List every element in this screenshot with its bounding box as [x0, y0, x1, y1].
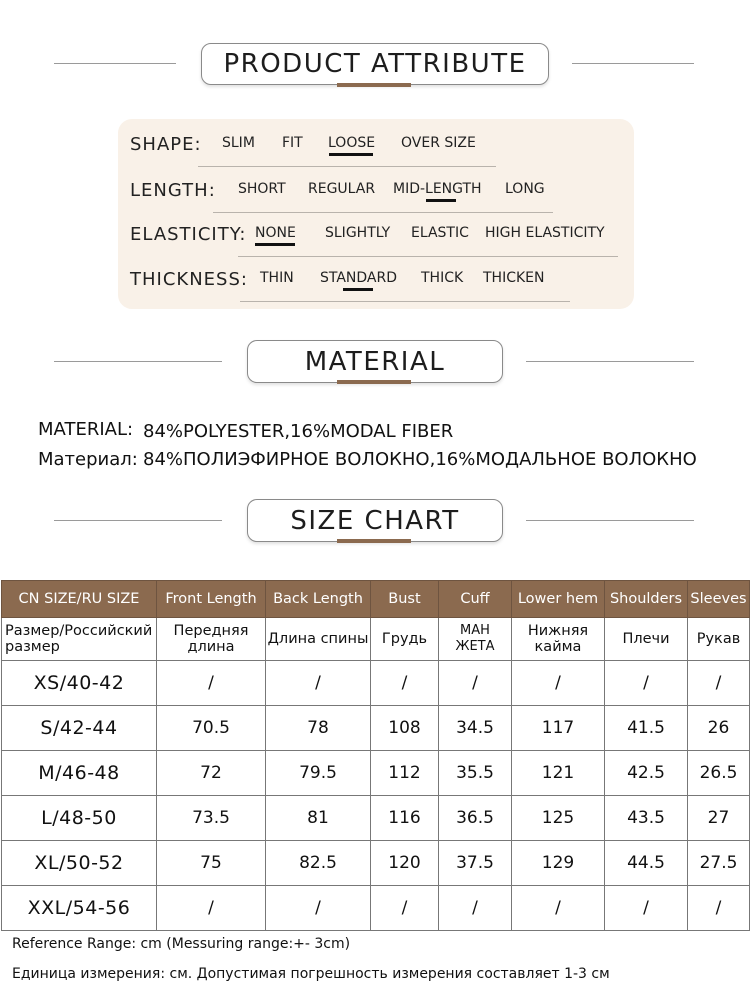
attribute-line	[198, 166, 496, 167]
material-value-ru: 84%ПОЛИЭФИРНОЕ ВОЛОКНО,16%МОДАЛЬНОЕ ВОЛОКНО	[143, 449, 697, 470]
reference-note-en: Reference Range: cm (Messuring range:+- 3cm)	[12, 936, 351, 952]
section-title-size-chart	[247, 499, 503, 542]
table-cell: 108	[371, 706, 439, 751]
column-header-ru: МАН ЖЕТА	[439, 618, 512, 661]
attribute-label: ELASTICITY:	[130, 224, 247, 245]
size-cell: L/48-50	[2, 796, 157, 841]
attribute-line	[238, 256, 618, 257]
attribute-option: LONG	[505, 181, 545, 197]
table-cell: 34.5	[439, 706, 512, 751]
attribute-line	[213, 212, 553, 213]
section-title-attribute	[201, 43, 549, 85]
column-header: Lower hem	[512, 581, 605, 618]
table-cell: 73.5	[157, 796, 266, 841]
table-cell: 44.5	[605, 841, 688, 886]
section-title-attribute-text: PRODUCT ATTRIBUTE	[223, 49, 527, 79]
table-cell: /	[157, 886, 266, 931]
column-header-ru: Размер/Российский размер	[2, 618, 157, 661]
attribute-option: STANDARD	[320, 270, 398, 286]
selected-marker	[426, 199, 456, 202]
divider-right	[526, 361, 694, 362]
table-header-row	[2, 581, 750, 618]
table-cell: 81	[266, 796, 371, 841]
attribute-option: SLIGHTLY	[325, 225, 391, 241]
table-cell: /	[371, 661, 439, 706]
table-cell: 26.5	[688, 751, 750, 796]
size-chart-table	[1, 580, 750, 931]
material-label-ru: Материал:	[38, 449, 138, 470]
attribute-label: THICKNESS:	[130, 269, 248, 290]
table-cell: /	[605, 886, 688, 931]
attribute-row-elasticity	[118, 221, 634, 261]
divider-right	[572, 63, 694, 64]
table-cell: 41.5	[605, 706, 688, 751]
selected-marker	[255, 243, 295, 246]
attribute-option: MID-LENGTH	[393, 181, 482, 197]
table-cell: /	[605, 661, 688, 706]
material-value-en: 84%POLYESTER,16%MODAL FIBER	[143, 421, 454, 442]
attribute-line	[240, 301, 570, 302]
column-header: Bust	[371, 581, 439, 618]
size-cell: XL/50-52	[2, 841, 157, 886]
table-cell: /	[439, 661, 512, 706]
size-cell: S/42-44	[2, 706, 157, 751]
attribute-label: LENGTH:	[130, 180, 216, 201]
column-header: Shoulders	[605, 581, 688, 618]
column-header-ru: Длина спины	[266, 618, 371, 661]
column-header-ru: Плечи	[605, 618, 688, 661]
attribute-option: LOOSE	[328, 135, 376, 151]
selected-marker	[343, 288, 373, 291]
reference-note-ru: Единица измерения: см. Допустимая погрешность измерения составляет 1-3 см	[12, 966, 610, 982]
column-header-ru: Рукав	[688, 618, 750, 661]
table-row	[2, 751, 750, 796]
divider-left	[54, 361, 222, 362]
attribute-option: SLIM	[222, 135, 255, 151]
column-header-ru: Нижняя кайма	[512, 618, 605, 661]
column-header: Back Length	[266, 581, 371, 618]
attribute-panel	[118, 119, 634, 309]
table-row	[2, 886, 750, 931]
title-underline	[337, 380, 411, 384]
table-cell: 129	[512, 841, 605, 886]
table-cell: /	[266, 886, 371, 931]
attribute-option: THICK	[421, 270, 464, 286]
table-cell: 27	[688, 796, 750, 841]
table-cell: 42.5	[605, 751, 688, 796]
table-cell: /	[157, 661, 266, 706]
column-header-ru: Передняя длина	[157, 618, 266, 661]
table-cell: /	[439, 886, 512, 931]
attribute-row-shape	[118, 131, 634, 171]
table-cell: 72	[157, 751, 266, 796]
divider-right	[526, 520, 694, 521]
column-header-ru: Грудь	[371, 618, 439, 661]
table-cell: 43.5	[605, 796, 688, 841]
table-cell: /	[688, 661, 750, 706]
table-cell: 117	[512, 706, 605, 751]
size-cell: XS/40-42	[2, 661, 157, 706]
title-underline	[337, 539, 411, 543]
column-header: CN SIZE/RU SIZE	[2, 581, 157, 618]
section-title-material	[247, 340, 503, 383]
column-header: Cuff	[439, 581, 512, 618]
column-header: Front Length	[157, 581, 266, 618]
table-cell: 79.5	[266, 751, 371, 796]
table-row	[2, 706, 750, 751]
table-cell: 112	[371, 751, 439, 796]
table-row	[2, 796, 750, 841]
table-cell: /	[266, 661, 371, 706]
table-cell: /	[688, 886, 750, 931]
table-cell: 120	[371, 841, 439, 886]
title-underline	[337, 83, 411, 87]
attribute-option: REGULAR	[308, 181, 376, 197]
table-cell: 82.5	[266, 841, 371, 886]
table-cell: 27.5	[688, 841, 750, 886]
table-header-row-ru	[2, 618, 750, 661]
attribute-option: OVER SIZE	[401, 135, 476, 151]
divider-left	[54, 520, 222, 521]
table-cell: 121	[512, 751, 605, 796]
attribute-option: THICKEN	[483, 270, 545, 286]
table-cell: 36.5	[439, 796, 512, 841]
attribute-option: HIGH ELASTICITY	[485, 225, 605, 241]
table-cell: 35.5	[439, 751, 512, 796]
table-cell: /	[371, 886, 439, 931]
attribute-option: THIN	[260, 270, 294, 286]
attribute-option: SHORT	[238, 181, 286, 197]
selected-marker	[329, 153, 373, 156]
table-cell: 75	[157, 841, 266, 886]
table-cell: 116	[371, 796, 439, 841]
section-title-size-chart-text: SIZE CHART	[290, 505, 460, 536]
attribute-row-thickness	[118, 266, 634, 306]
table-cell: 70.5	[157, 706, 266, 751]
table-row	[2, 661, 750, 706]
attribute-option: ELASTIC	[411, 225, 469, 241]
table-cell: 78	[266, 706, 371, 751]
divider-left	[54, 63, 176, 64]
attribute-label: SHAPE:	[130, 134, 202, 155]
table-cell: /	[512, 886, 605, 931]
material-label-en: MATERIAL:	[38, 419, 134, 440]
attribute-row-length	[118, 177, 634, 217]
attribute-option: NONE	[255, 225, 296, 241]
table-row	[2, 841, 750, 886]
table-cell: /	[512, 661, 605, 706]
column-header: Sleeves	[688, 581, 750, 618]
size-cell: XXL/54-56	[2, 886, 157, 931]
section-title-material-text: MATERIAL	[304, 346, 446, 377]
table-cell: 26	[688, 706, 750, 751]
table-cell: 125	[512, 796, 605, 841]
size-cell: M/46-48	[2, 751, 157, 796]
attribute-option: FIT	[282, 135, 303, 151]
table-cell: 37.5	[439, 841, 512, 886]
